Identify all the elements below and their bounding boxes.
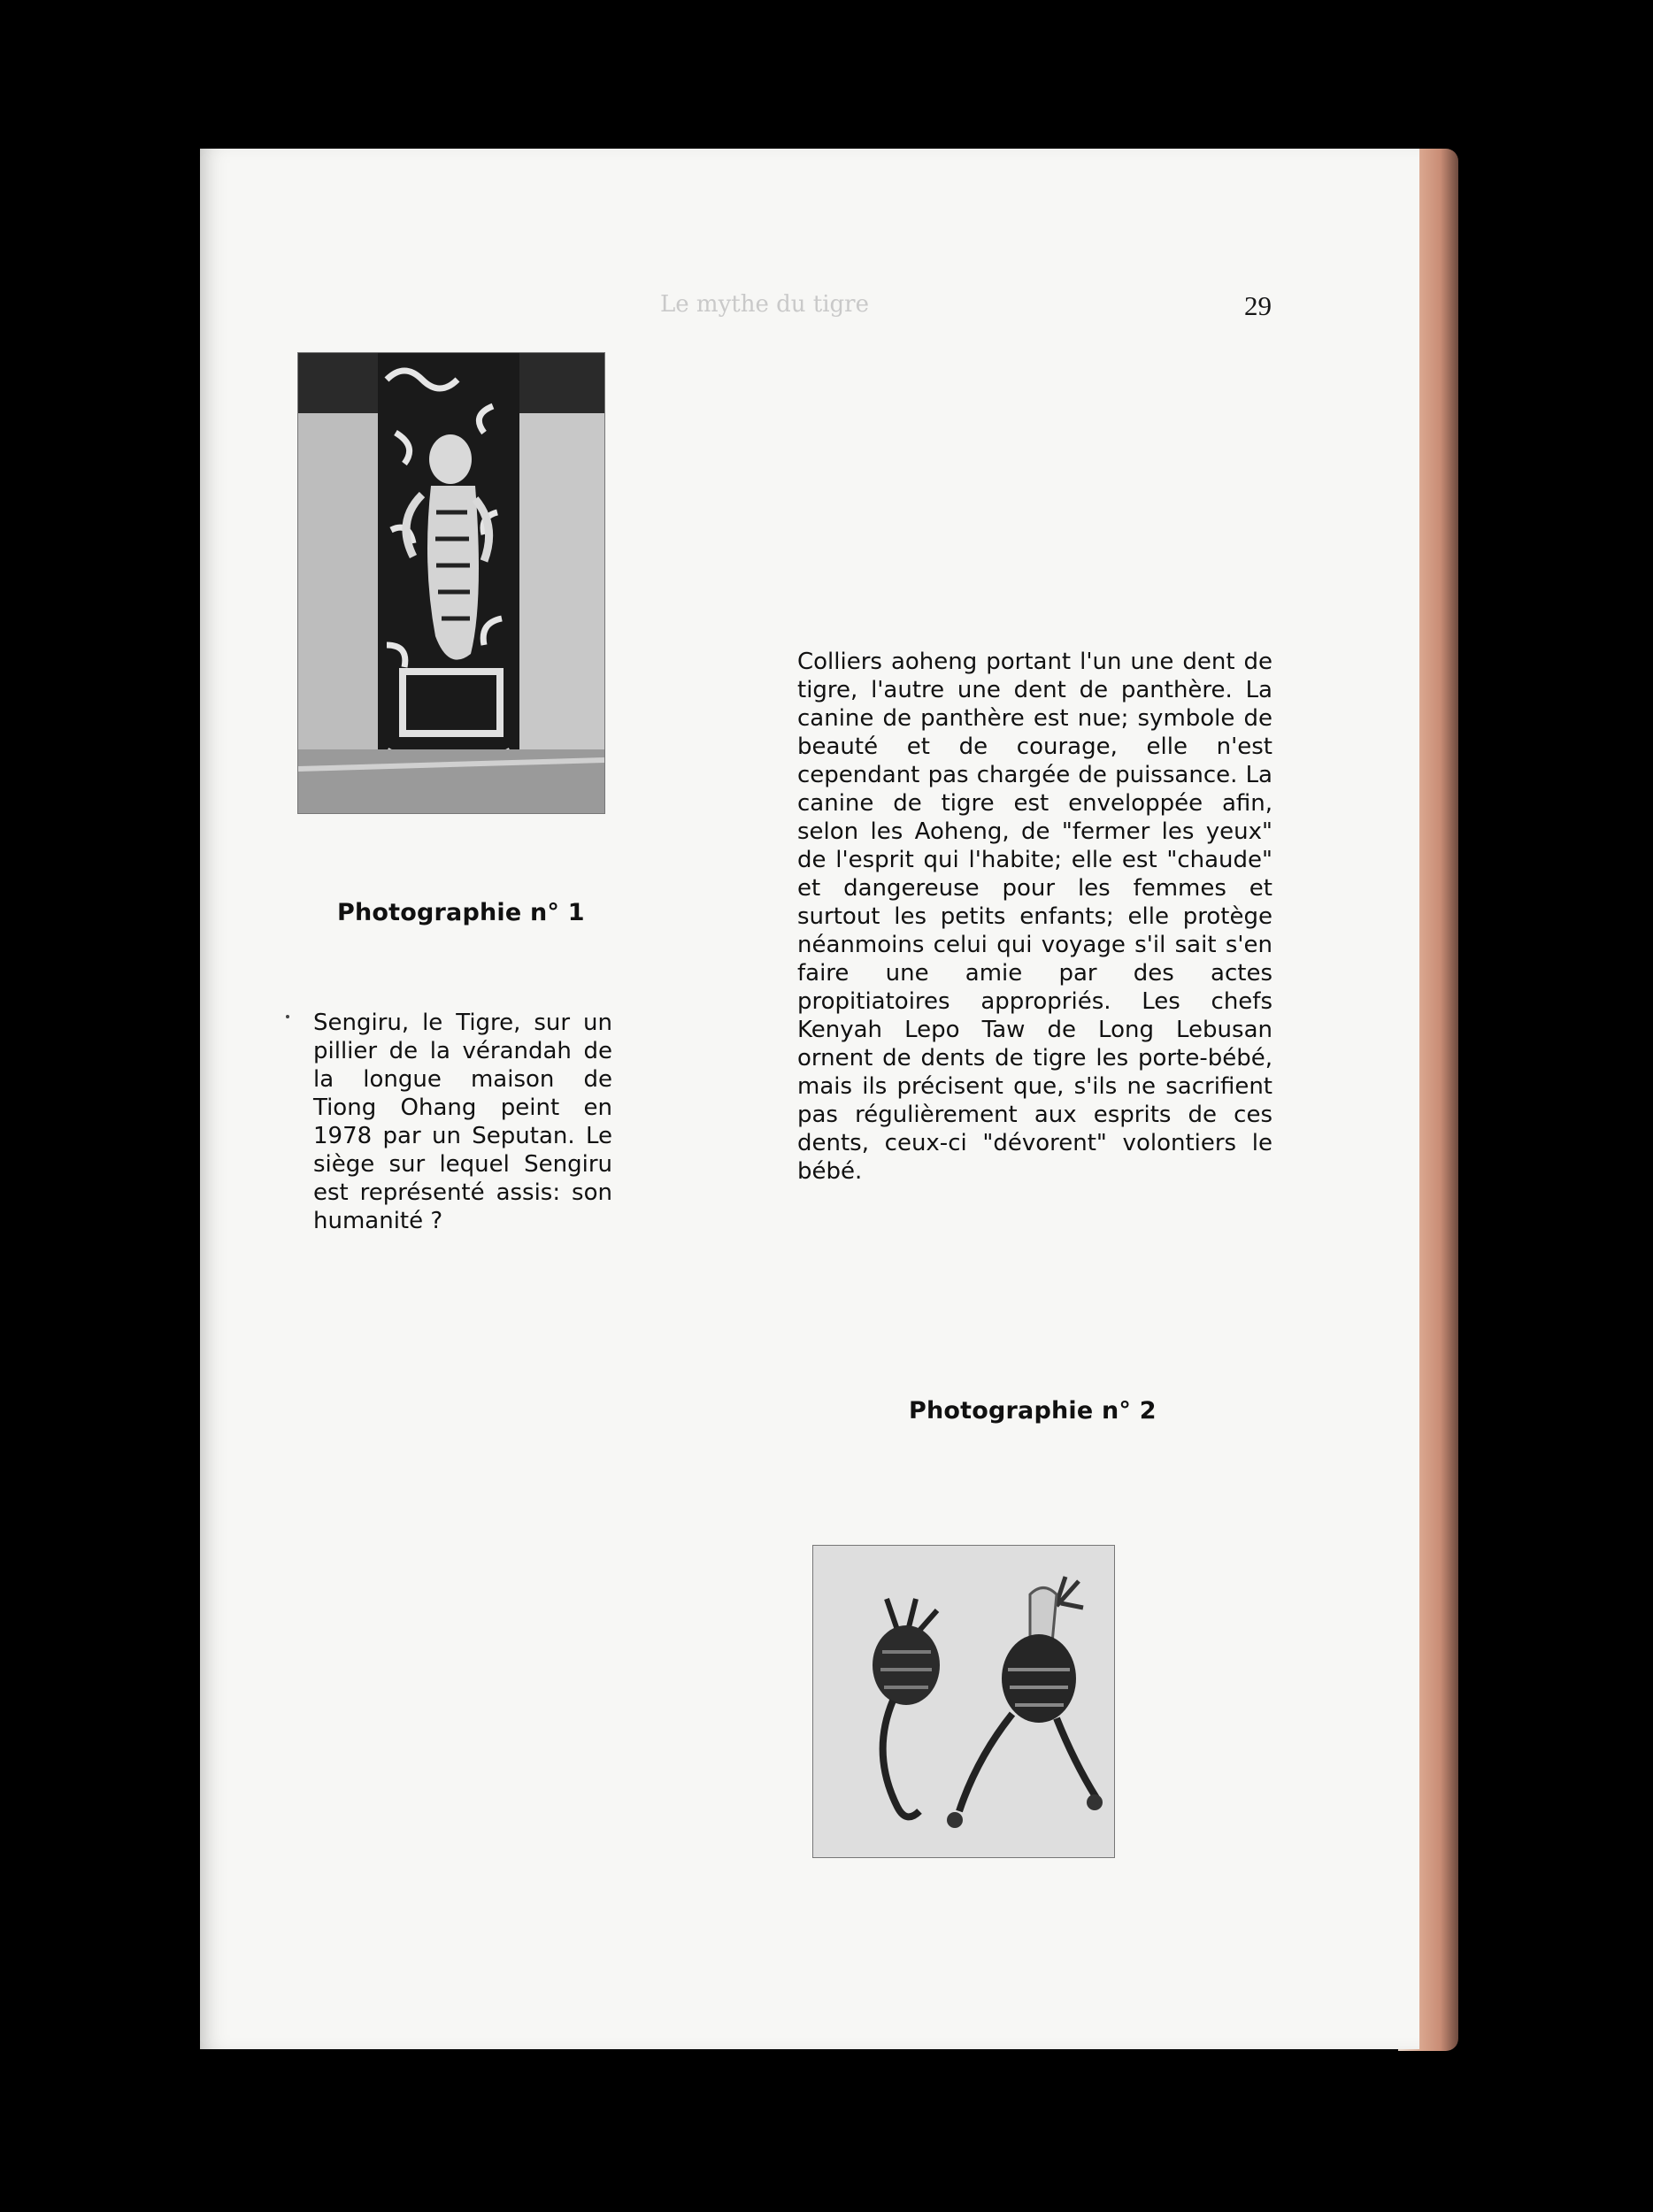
- necklaces-image: [813, 1546, 1114, 1857]
- page-number: 29: [1244, 290, 1272, 321]
- photograph-2: [812, 1545, 1115, 1858]
- necklace-description: Colliers aoheng portant l'un une dent de tigre, l'autre une dent de panthère. La canine de panthère est nue; symbole de beauté et de courage, elle n'est cependant pas chargée de puissance. La canine de tigre est enveloppée afin, selon les Aoheng, de "fermer les yeux" de l'esprit qui l'habite; elle est "chaude" et dangereuse pour les femmes et surtout les petits enfants; elle protège néanmoins celui qui voyage s'il sait s'en faire une amie par des actes propitiatoires appropriés. Les chefs Kenyah Lepo Taw de Long Lebusan ornent de dents de tigre les porte-bébé, mais ils précisent que, s'ils ne sacrifient pas régulièrement aux esprits de ces dents, ceux-ci "dévorent" volontiers le bébé.: [797, 649, 1272, 1185]
- tiger-pillar-image: [298, 353, 604, 813]
- photograph-2-caption: Photographie n° 2: [909, 1397, 1157, 1425]
- photograph-1-caption: Photographie n° 1: [337, 899, 585, 926]
- photograph-1-description: Sengiru, le Tigre, sur un pillier de la vérandah de la longue maison de Tiong Ohang peint en 1978 par un Seputan. Le siège sur lequel Sengiru est représenté assis: son humanité ?: [313, 1010, 612, 1234]
- margin-mark: [286, 1015, 289, 1018]
- photograph-1: [297, 352, 605, 814]
- ghost-running-head: Le mythe du tigre: [660, 291, 869, 318]
